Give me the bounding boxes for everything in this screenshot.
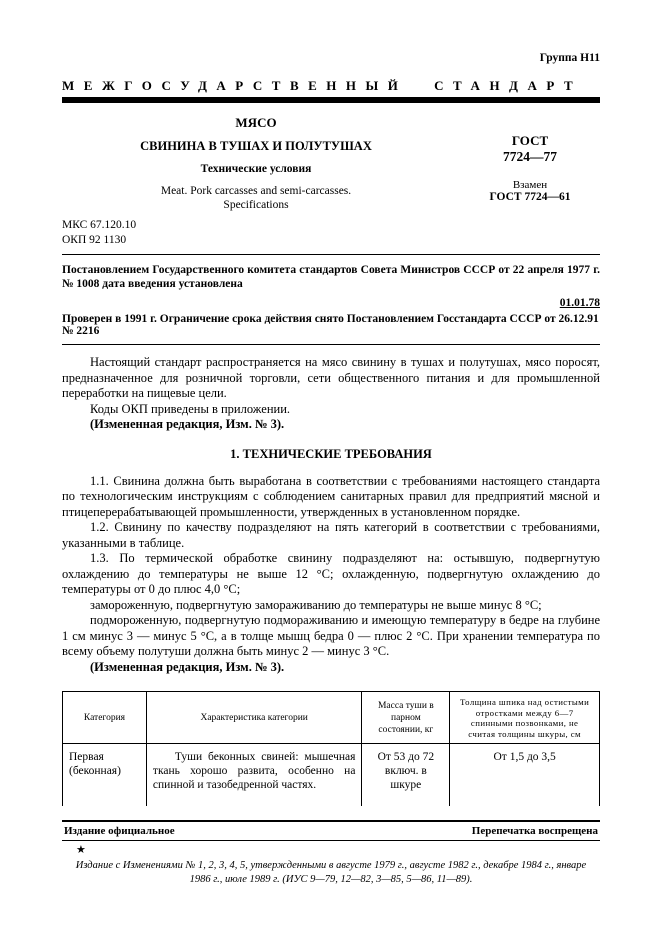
title-main: МЯСО [235,115,277,130]
title-english-line1: Meat. Pork carcasses and semi-carcasses. [160,185,352,197]
intro-amendment-note: (Измененная редакция, Изм. № 3). [90,417,285,431]
official-edition-label: Издание официальное [64,825,175,837]
clause-1-3-amendment-note: (Измененная редакция, Изм. № 3). [90,659,285,674]
header-mass: Масса туши в парном состоянии, кг [362,692,450,744]
categories-table-header [63,692,600,744]
cell-category: Первая (беконная) [63,744,147,807]
decree-text: Постановлением Государственного комитета стандартов Совета Министров СССР от 22 апреля 1977 г. № 1008 дата введения установлена [62,264,600,290]
group-label: Группа Н11 [539,52,600,64]
clause-1-2: 1.2. Свинину по качеству подразделяют на пять категорий в соответствии с требованиями, указанными в таблице. [62,520,600,550]
standard-type-heading: МЕЖГОСУДАРСТВЕННЫЙ СТАНДАРТ [62,78,583,93]
title-spec-type: Технические условия [200,163,312,175]
header-black-bar [62,97,600,103]
clause-1-3-c: подмороженную, подвергнутую подмораживанию и имеющую температуру в бедре на глубине 1 см минус 3 — минус 5 °С, а в толще мышц бедра 0 — плюс 2 °С. При хранении температура по всему объему полутуши должна быть минус 2 — минус 3 °С. [62,613,600,658]
categories-table [62,691,600,806]
gost-label: ГОСТ [511,133,549,148]
footer-imprint-row [62,822,600,840]
table-row [63,744,600,807]
title-english-line2: Specifications [223,199,289,211]
intro-paragraph-1: Настоящий стандарт распространяется на мясо свинину в тушах и полутушах, мясо поросят, предназначенное для розничной торговли, сети общественного питания и для промышленной переработки на пищевые цели. [62,355,600,400]
title-subtitle: СВИНИНА В ТУШАХ И ПОЛУТУШАХ [140,139,372,153]
clause-1-3-b: замороженную, подвергнутую замораживанию до температуры не выше минус 8 °С; [90,597,542,612]
header-category: Категория [63,692,147,744]
amendments-note: Издание с Изменениями № 1, 2, 3, 4, 5, утвержденными в августе 1979 г., августе 1982 г., декабре 1984 г., январе 1986 г., июле 1989 г. (ИУС 9—79, 12—82, 3—85, 5—86, 11—89). [75,860,587,885]
section-1-body [62,474,600,676]
cell-mass: От 53 до 72 включ. в шкуре [362,744,450,807]
mks-code: МКС 67.120.10 [62,219,137,231]
intro-section [62,355,600,433]
divider-rule [62,254,600,255]
intro-paragraph-2: Коды ОКП приведены в приложении. [90,401,291,416]
okp-code: ОКП 92 1130 [62,234,127,246]
categories-table-body [63,744,600,807]
header-fat-thickness: Толщина шпика над остистыми отростками между 6—7 спинными позвонками, не считая толщины шкуры, см [450,692,600,744]
header-characteristic: Характеристика категории [146,692,362,744]
gost-replaces-label: Взамен [512,179,548,191]
title-block [62,115,460,212]
document-header [62,115,600,212]
cell-fat-thickness: От 1,5 до 3,5 [450,744,600,807]
checked-note: Проверен в 1991 г. Ограничение срока действия снято Постановлением Госстандарта СССР от 26.12.91 № 2216 [62,313,599,337]
gost-number-block [460,115,600,212]
star-mark: ★ [76,844,86,856]
effective-date: 01.01.78 [559,297,600,309]
gost-number: 7724—77 [503,149,557,164]
table-header-row [63,692,600,744]
clause-1-1: 1.1. Свинина должна быть выработана в соответствии с требованиями настоящего стандарта по технологическим инструкциям с соблюдением санитарных правил для предприятий мясной и птицеперерабатывающей промышленности, утвержденных в установленном порядке. [62,473,600,519]
classification-codes [62,218,600,248]
cell-characteristic-text: Туши беконных свиней: мышечная ткань хорошо развита, особенно на спинной и тазобедренной частях. [152,751,356,791]
divider-rule [62,344,600,345]
footer-bottom-rule [62,840,600,841]
clause-1-3-a: 1.3. По термической обработке свинину подразделяют на: остывшую, подвергнутую охлаждению до температуры не выше 12 °С; охлажденную, подвергнутую охлаждению до температуры от 0 до плюс 4,0 °С; [62,551,600,596]
section-1-heading: 1. ТЕХНИЧЕСКИЕ ТРЕБОВАНИЯ [230,446,432,461]
effective-date-line [62,297,600,309]
reprint-forbidden-label: Перепечатка воспрещена [471,825,598,837]
cell-characteristic [146,744,362,807]
gost-replaces-number: ГОСТ 7724—61 [489,191,571,203]
